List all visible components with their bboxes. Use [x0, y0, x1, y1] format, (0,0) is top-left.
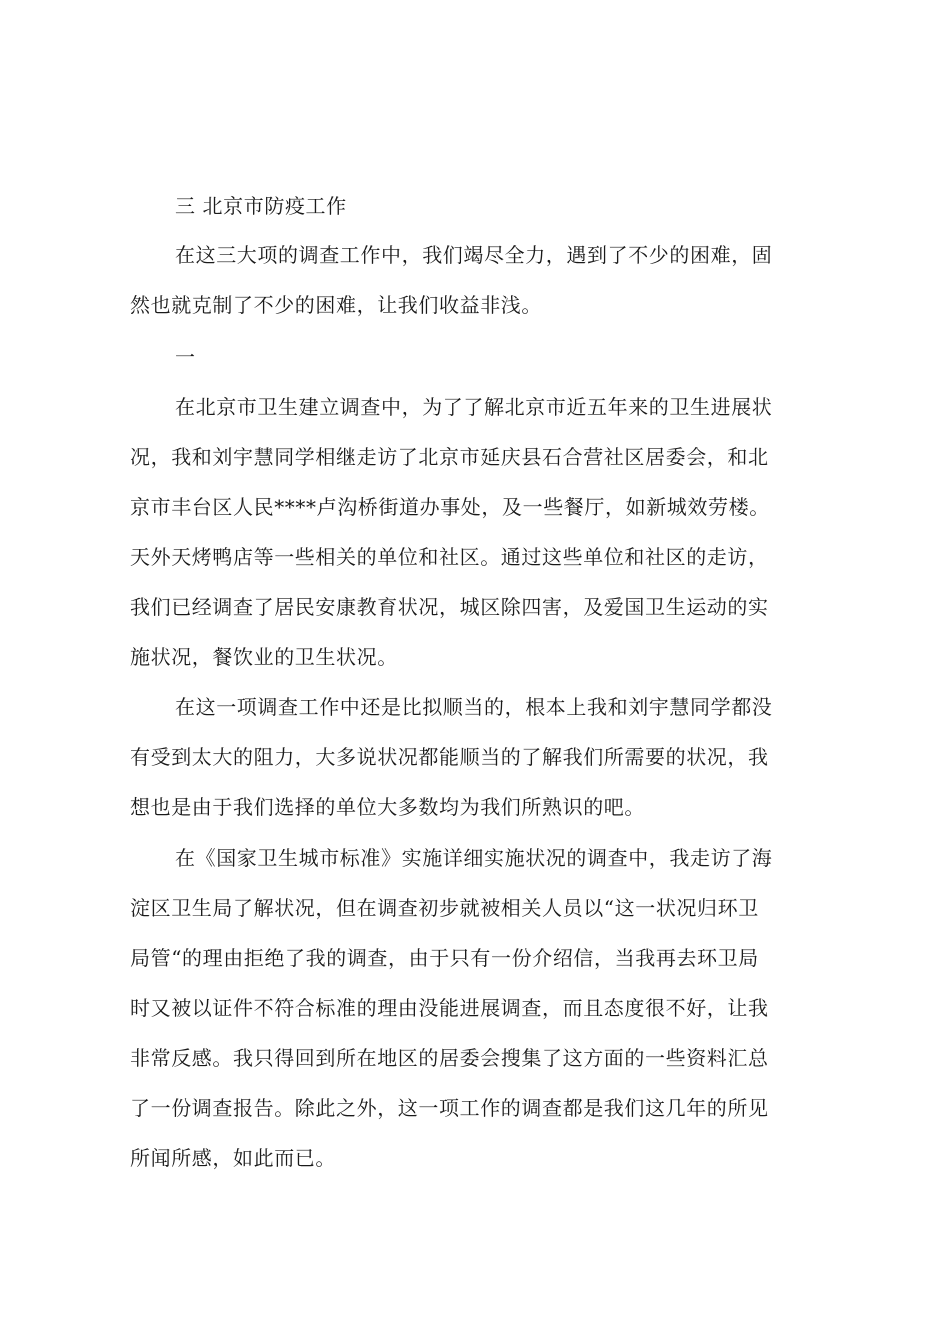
paragraph-3-line-3: 想也是由于我们选择的单位大多数均为我们所熟识的吧。	[130, 795, 645, 819]
paragraph-1-line-1: 在这三大项的调查工作中，我们竭尽全力，遇到了不少的困难，固	[175, 243, 773, 267]
paragraph-2-line-2: 况，我和刘宇慧同学相继走访了北京市延庆县石合营社区居委会，和北	[130, 445, 769, 469]
paragraph-3-line-1: 在这一项调查工作中还是比拟顺当的，根本上我和刘宇慧同学都没	[175, 695, 773, 719]
paragraph-2-line-4: 天外天烤鸭店等一些相关的单位和社区。通过这些单位和社区的走访，	[130, 545, 769, 569]
paragraph-4-line-5: 非常反感。我只得回到所在地区的居委会搜集了这方面的一些资料汇总	[130, 1046, 769, 1070]
paragraph-4-line-2: 淀区卫生局了解状况，但在调查初步就被相关人员以“这一状况归环卫	[130, 896, 759, 920]
paragraph-4-line-6: 了一份调查报告。除此之外，这一项工作的调查都是我们这几年的所见	[130, 1096, 769, 1120]
paragraph-4-line-4: 时又被以证件不符合标准的理由没能进展调查，而且态度很不好，让我	[130, 996, 769, 1020]
paragraph-2-line-1: 在北京市卫生建立调查中，为了了解北京市近五年来的卫生进展状	[175, 395, 773, 419]
paragraph-2-line-5: 我们已经调查了居民安康教育状况，城区除四害，及爱国卫生运动的实	[130, 595, 769, 619]
paragraph-4-line-1: 在《国家卫生城市标准》实施详细实施状况的调查中，我走访了海	[175, 846, 773, 870]
paragraph-2-line-6: 施状况，餐饮业的卫生状况。	[130, 645, 398, 669]
section-heading: 三 北京市防疫工作	[175, 194, 347, 218]
paragraph-3-line-2: 有受到太大的阻力，大多说状况都能顺当的了解我们所需要的状况，我	[130, 745, 769, 769]
paragraph-4-line-3: 局管“的理由拒绝了我的调查，由于只有一份介绍信，当我再去环卫局	[130, 946, 759, 970]
paragraph-1-line-2: 然也就克制了不少的困难，让我们收益非浅。	[130, 293, 542, 317]
section-marker: 一	[175, 345, 196, 369]
paragraph-2-line-3: 京市丰台区人民****卢沟桥街道办事处，及一些餐厅，如新城效劳楼。	[130, 495, 770, 519]
paragraph-4-line-7: 所闻所感，如此而已。	[130, 1146, 336, 1170]
